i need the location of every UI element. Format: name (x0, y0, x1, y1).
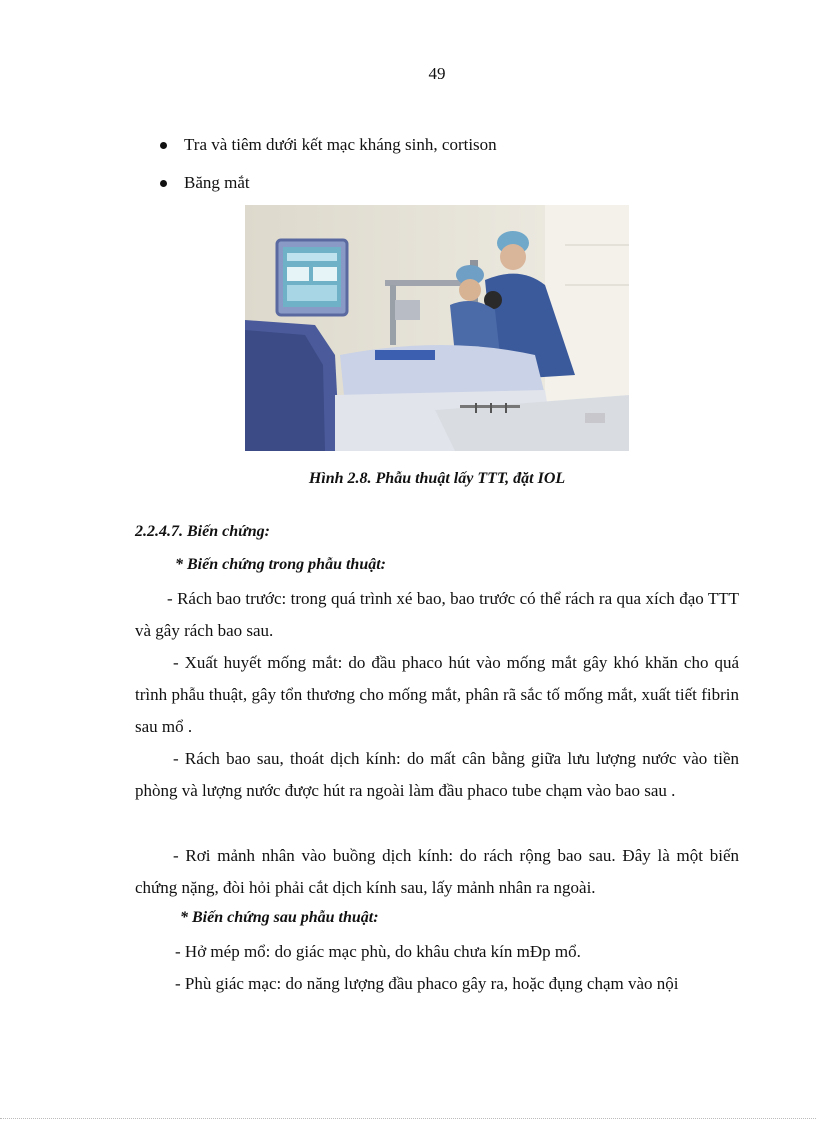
paragraph: - Hở mép mổ: do giác mạc phù, do khâu chưa kín mĐp mổ. (175, 942, 581, 961)
bullet-dot (160, 180, 167, 187)
bullet-item-2 (160, 173, 250, 193)
surgery-photo (245, 205, 629, 451)
surgery-photo-illustration (245, 205, 629, 451)
paragraph: - Phù giác mạc: do năng lượng đầu phaco gây ra, hoặc đụng chạm vào nội (175, 974, 679, 993)
figure-caption: Hình 2.8. Phẫu thuật lấy TTT, đặt IOL (308, 470, 566, 487)
subheading-postop: * Biến chứng sau phẫu thuật: (180, 909, 379, 926)
page-number: 49 (428, 64, 446, 83)
subheading-intraop: * Biến chứng trong phẫu thuật: (175, 556, 386, 573)
paragraph: - Rách bao sau, thoát dịch kính: do mất cân bằng giữa lưu lượng nước vào tiền phòng và lượng nước được hút ra ngoài làm đầu phaco tube chạm vào bao sau . (135, 749, 739, 800)
bullet-text: Băng mắt (184, 173, 250, 192)
paragraph: - Rơi mảnh nhân vào buồng dịch kính: do rách rộng bao sau. Đây là một biến chứng nặng, đòi hỏi phải cắt dịch kính sau, lấy mảnh nhân ra ngoài. (135, 846, 739, 897)
paragraph: - Xuất huyết mống mắt: do đầu phaco hút vào mống mắt gây khó khăn cho quá trình phẫu thuật, gây tổn thương cho mống mắt, phân rã sắc tố mống mắt, xuất tiết fibrin sau mổ . (135, 653, 739, 736)
bullet-text: Tra và tiêm dưới kết mạc kháng sinh, cortison (184, 135, 497, 154)
section-heading: 2.2.4.7. Biến chứng: (135, 523, 270, 540)
bullet-item-1 (160, 135, 497, 155)
footer-divider (0, 1118, 816, 1119)
paragraph: - Rách bao trước: trong quá trình xé bao, bao trước có thể rách ra qua xích đạo TTT và gây rách bao sau. (135, 589, 739, 640)
bullet-dot (160, 142, 167, 149)
